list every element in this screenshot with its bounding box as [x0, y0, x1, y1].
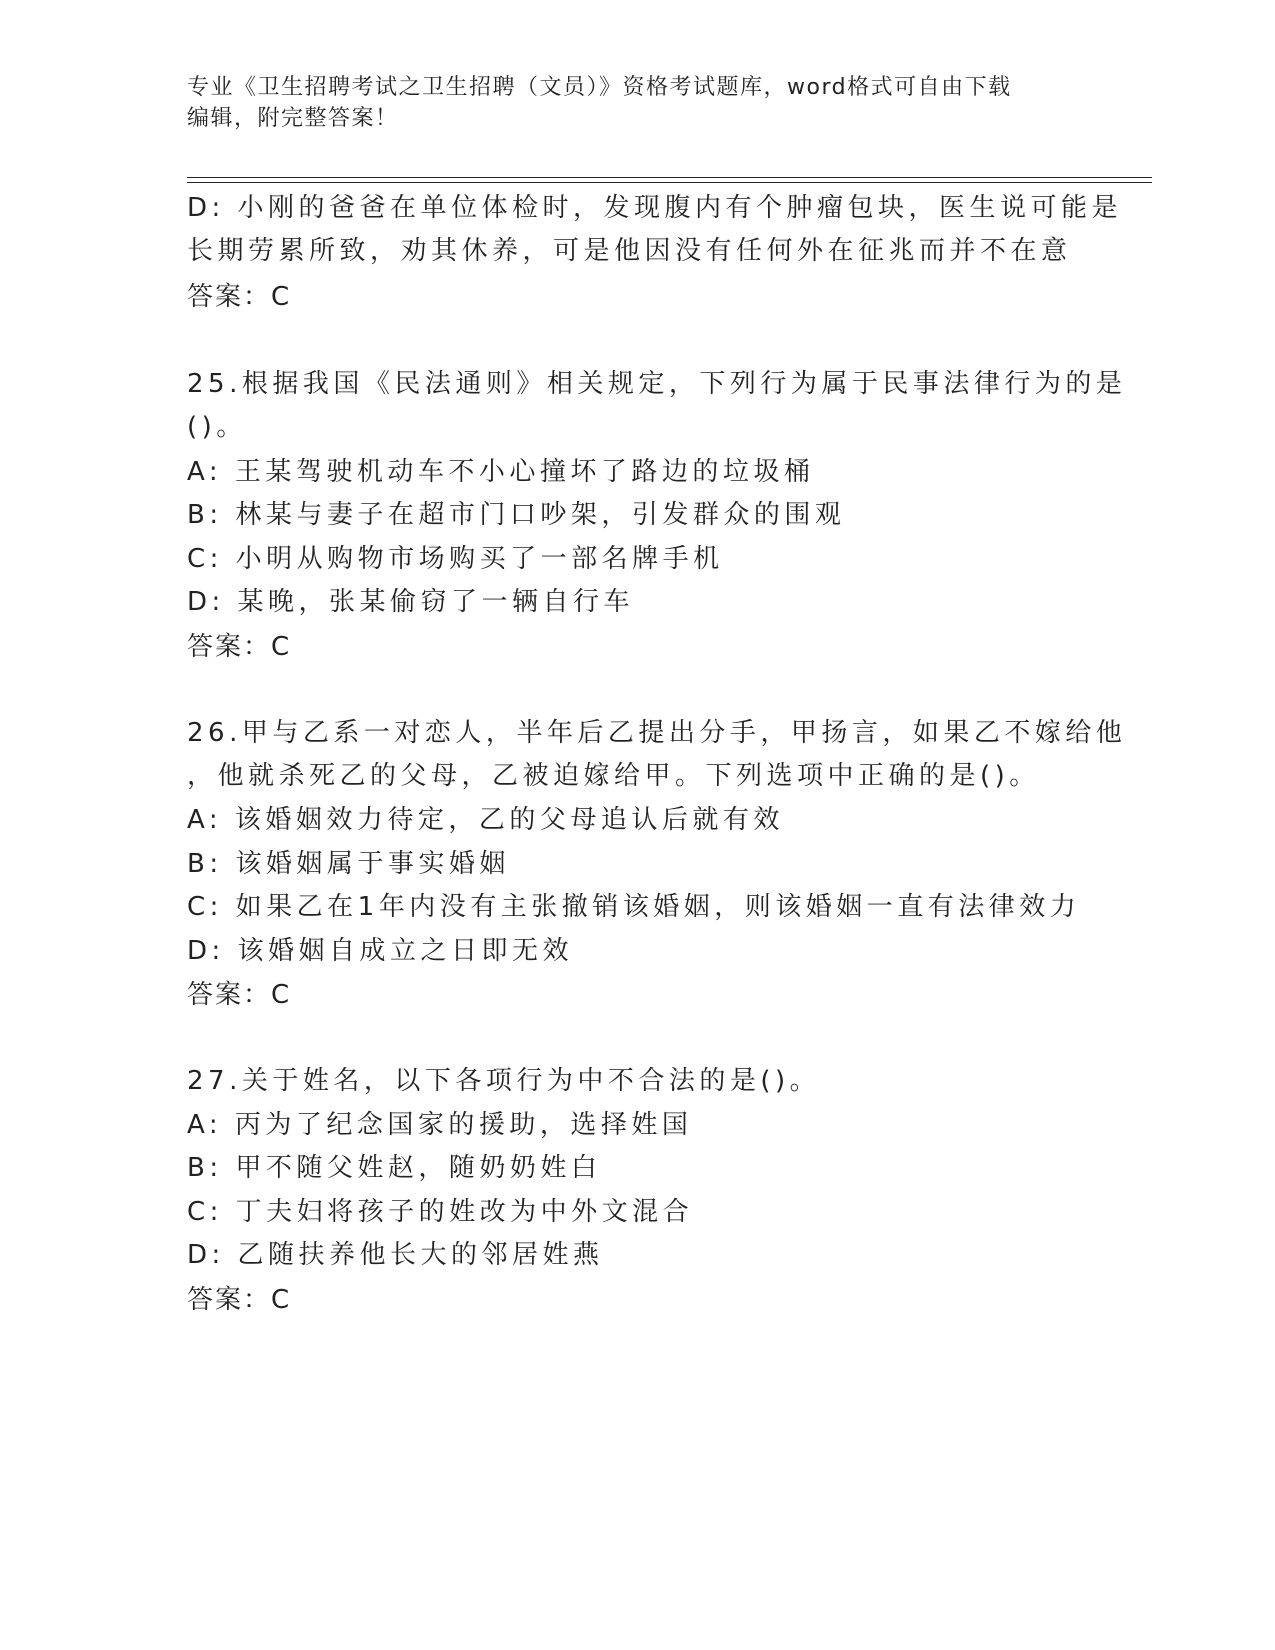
- q26-option-c: C: 如果乙在1年内没有主张撤销该婚姻，则该婚姻一直有法律效力: [187, 892, 1081, 922]
- q25-option-b: B: 林某与妻子在超市门口吵架，引发群众的围观: [187, 500, 846, 530]
- q25-stem-line-2: ()。: [187, 412, 247, 442]
- q25-option-a: A: 王某驾驶机动车不小心撞坏了路边的垃圾桶: [187, 457, 815, 487]
- q26-stem-line-1: 26.甲与乙系一对恋人，半年后乙提出分手，甲扬言，如果乙不嫁给他: [187, 718, 1127, 748]
- q26-option-a: A: 该婚姻效力待定，乙的父母追认后就有效: [187, 805, 784, 835]
- q27-option-c: C: 丁夫妇将孩子的姓改为中外文混合: [187, 1197, 694, 1227]
- q25-option-c: C: 小明从购物市场购买了一部名牌手机: [187, 544, 724, 574]
- q27-option-d: D: 乙随扶养他长大的邻居姓燕: [187, 1240, 604, 1270]
- q27-answer: 答案：C: [187, 1285, 292, 1315]
- q26-stem-line-2: ，他就杀死乙的父母，乙被迫嫁给甲。下列选项中正确的是()。: [187, 761, 1040, 791]
- q26-option-d: D: 该婚姻自成立之日即无效: [187, 936, 574, 966]
- prev-option-d-line-2: 长期劳累所致，劝其休养，可是他因没有任何外在征兆而并不在意: [187, 236, 1072, 266]
- q27-option-a: A: 丙为了纪念国家的援助，选择姓国: [187, 1110, 693, 1140]
- prev-option-d-line-1: D: 小刚的爸爸在单位体检时，发现腹内有个肿瘤包块，医生说可能是: [187, 193, 1123, 223]
- q26-answer: 答案：C: [187, 980, 292, 1010]
- header-line-1: 专业《卫生招聘考试之卫生招聘（文员）》资格考试题库，word格式可自由下载: [187, 75, 1012, 100]
- q25-answer: 答案：C: [187, 632, 292, 662]
- header-divider-top: [187, 177, 1152, 178]
- q26-option-b: B: 该婚姻属于事实婚姻: [187, 849, 510, 879]
- header-line-2: 编辑，附完整答案！: [187, 106, 399, 131]
- q25-option-d: D: 某晚，张某偷窃了一辆自行车: [187, 587, 635, 617]
- q25-stem-line-1: 25.根据我国《民法通则》相关规定，下列行为属于民事法律行为的是: [187, 369, 1127, 399]
- header-divider-bottom: [187, 182, 1152, 183]
- prev-answer: 答案：C: [187, 282, 292, 312]
- q27-option-b: B: 甲不随父姓赵，随奶奶姓白: [187, 1153, 602, 1183]
- q27-stem-line-1: 27.关于姓名，以下各项行为中不合法的是()。: [187, 1066, 821, 1096]
- document-header: [187, 72, 1087, 134]
